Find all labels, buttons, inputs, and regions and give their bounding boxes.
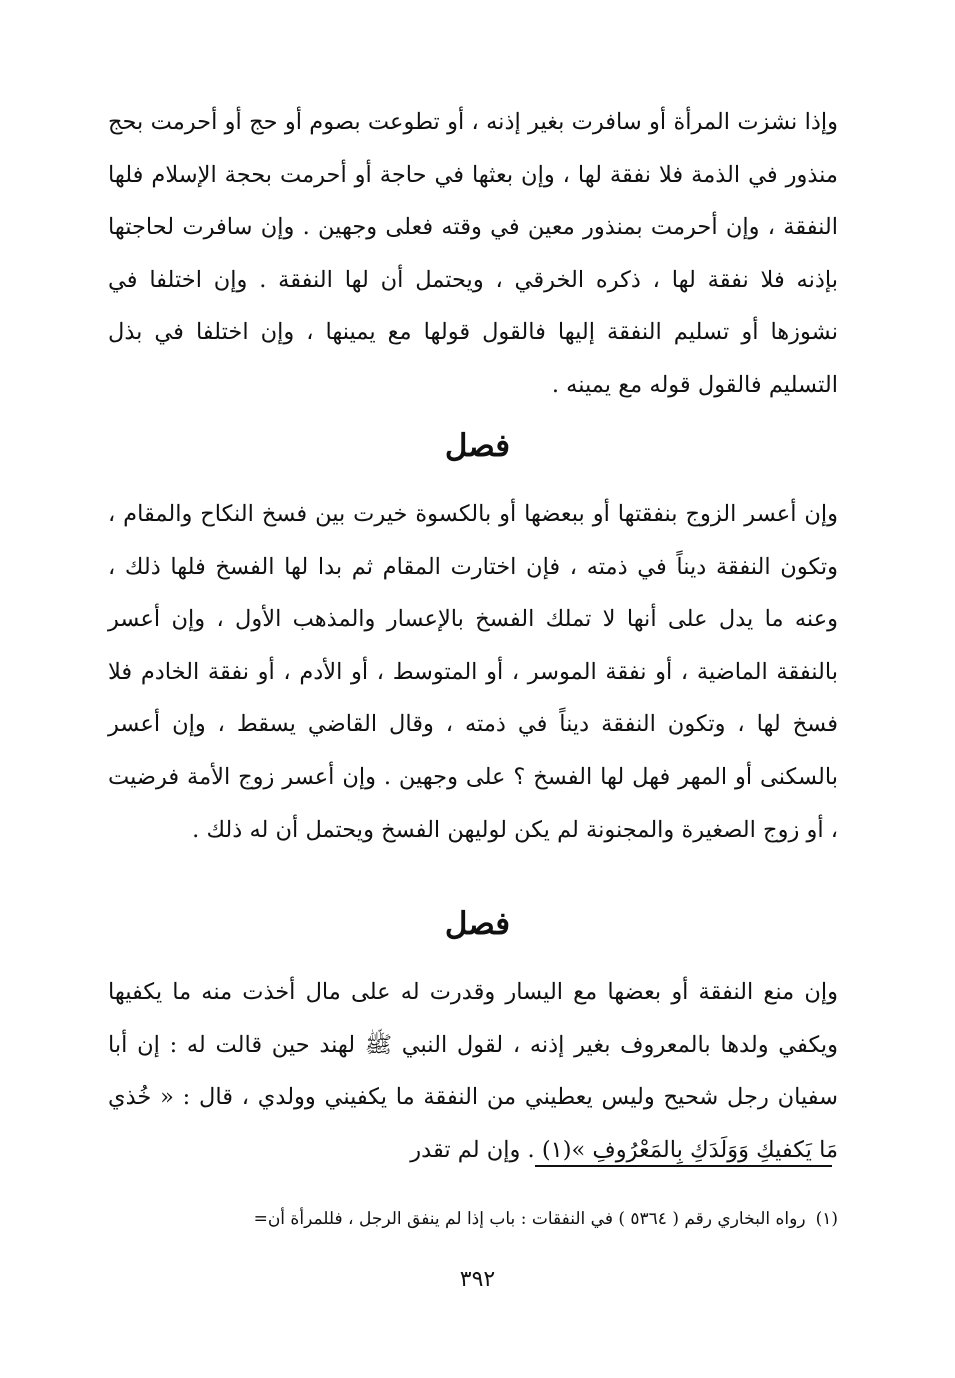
paragraph-1 — [108, 96, 838, 412]
section-heading-2: فصل — [444, 906, 511, 942]
paragraph-1-text: وإذا نشزت المرأة أو سافرت بغير إذنه ، أو تطوعت بصوم أو حج أو أحرمت بحج منذور في الذمة فلا نفقة لها ، وإن بعثها في حاجة أو أحرمت بحجة الإسلام فلها النفقة ، وإن أحرمت بمنذور معين في وقته فعلى وجهين . وإن سافرت لحاجتها بإذنه فلا نفقة لها ، ذكره الخرقي ، ويحتمل أن لها النفقة . وإن اختلفا في نشوزها أو تسليم النفقة إليها فالقول قولها مع يمينها ، وإن اختلفا في بذل التسليم فالقول قوله مع يمينه . — [108, 109, 838, 398]
paragraph-3-text: وإن منع النفقة أو بعضها مع اليسار وقدرت له على مال أخذت منه ما يكفيها ويكفي ولدها بالمعروف بغير إذنه ، لقول النبي ﷺ لهند حين قالت له : إن أبا سفيان رجل شحيح وليس يعطيني من النفقة ما يكفيني وولدي ، قال : « خُذي مَا يَكفيكِ وَوَلَدَكِ بِالمَعْرُوفِ »(١) . وإن لم تقدر — [108, 979, 838, 1163]
footnote-text: رواه البخاري رقم ( ٥٣٦٤ ) في النفقات : باب إذا لم ينفق الرجل ، فللمرأة أن= — [253, 1209, 806, 1229]
paragraph-2-text: وإن أعسر الزوج بنفقتها أو ببعضها أو بالكسوة خيرت بين فسخ النكاح والمقام ، وتكون النفقة ديناً في ذمته ، فإن اختارت المقام ثم بدا لها الفسخ فلها ذلك ، وعنه ما يدل على أنها لا تملك الفسخ بالإعسار والمذهب الأول ، وإن أعسر بالنفقة الماضية ، أو نفقة الموسر ، أو المتوسط ، أو الأدم ، أو نفقة الخادم فلا فسخ لها ، وتكون النفقة ديناً في ذمته ، وقال القاضي يسقط ، وإن أعسر بالسكنى أو المهر فهل لها الفسخ ؟ على وجهين . وإن أعسر زوج الأمة فرضيت ، أو زوج الصغيرة والمجنونة لم يكن لوليهن الفسخ ويحتمل أن له ذلك . — [108, 501, 838, 843]
paragraph-2 — [108, 488, 838, 856]
footnote — [108, 1204, 838, 1234]
page-number: ٣٩٢ — [459, 1267, 496, 1292]
footnote-separator — [535, 1165, 832, 1167]
footnote-marker: (١) — [815, 1209, 838, 1229]
paragraph-3 — [108, 966, 838, 1176]
section-heading-1: فصل — [444, 428, 511, 464]
